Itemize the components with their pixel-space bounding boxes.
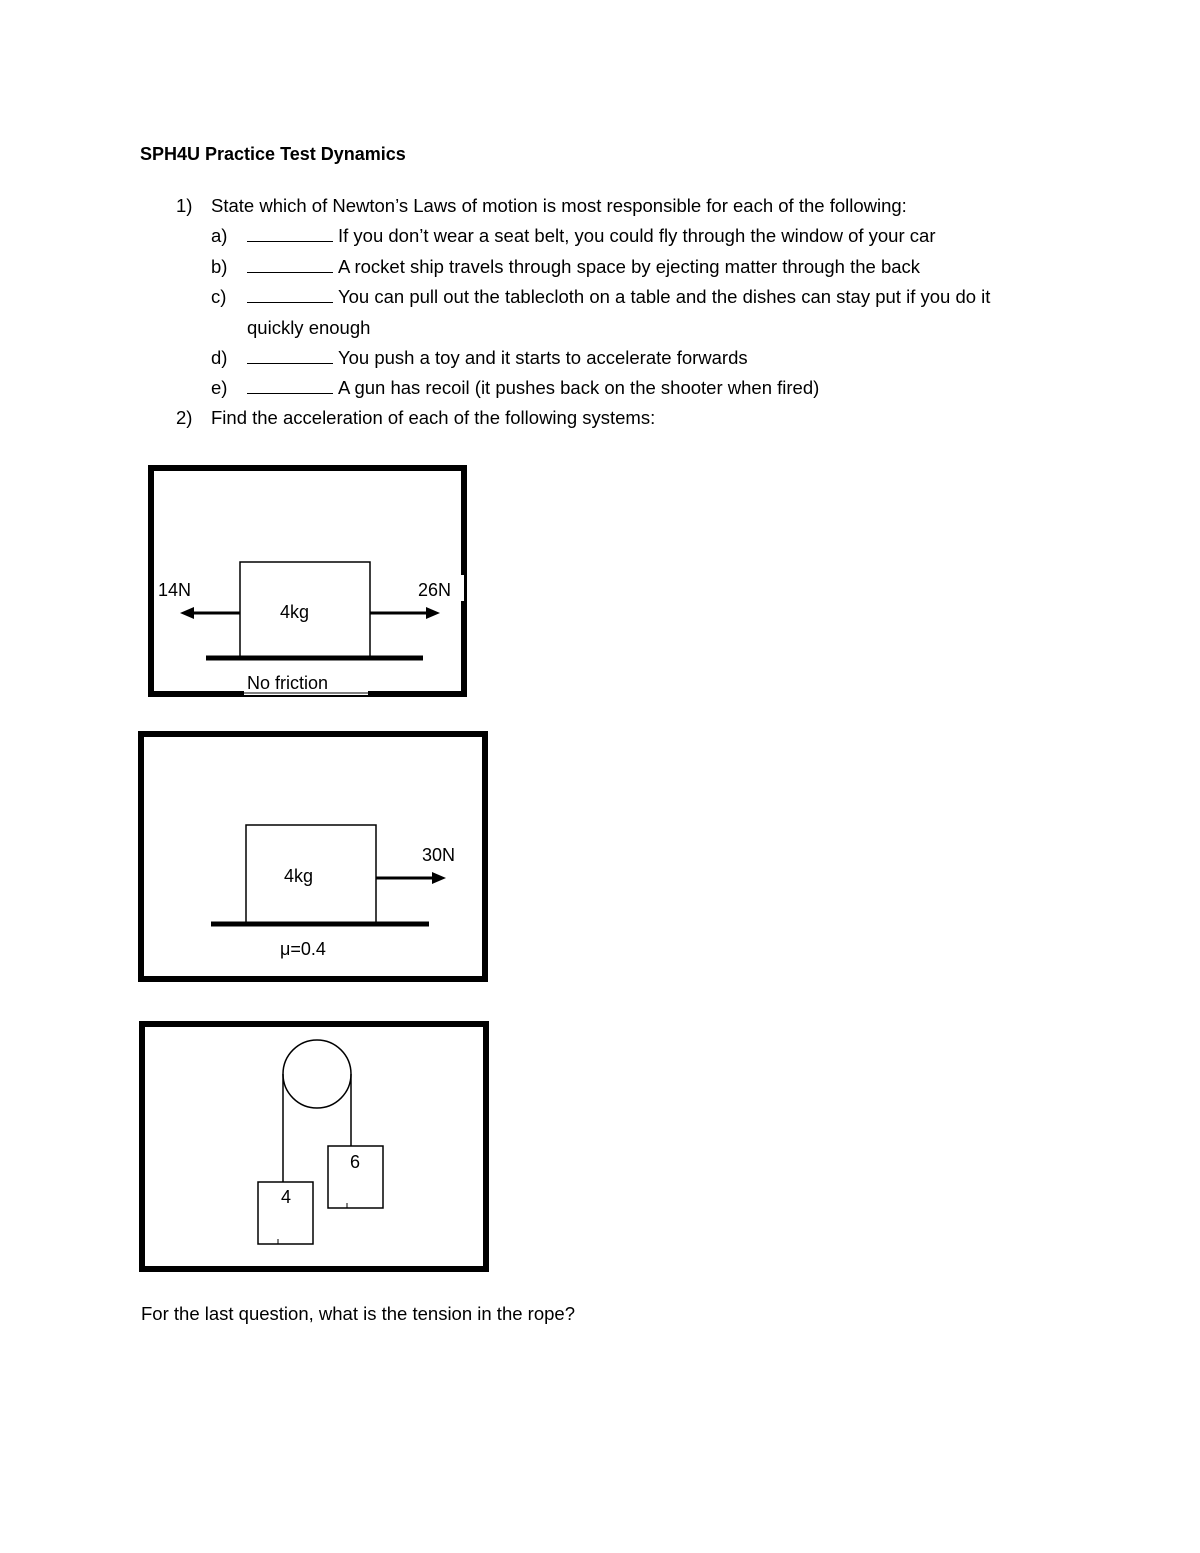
final-question: For the last question, what is the tension in the rope?	[141, 1303, 575, 1324]
mass-right-label: 6	[350, 1152, 361, 1172]
q1-item-b	[247, 256, 920, 278]
mass-label: 4kg	[284, 866, 314, 886]
q1-item-a-letter: a)	[211, 225, 228, 246]
diagram-friction-block	[138, 731, 490, 985]
friction-coefficient-label: μ=0.4	[280, 939, 326, 959]
answer-blank[interactable]	[247, 256, 333, 273]
q1-item-e-letter: e)	[211, 377, 228, 398]
mass-left-label: 4	[281, 1187, 292, 1207]
q1-item-a	[247, 225, 935, 247]
q1-item-d	[247, 347, 748, 369]
force-label: 30N	[422, 845, 456, 865]
answer-blank[interactable]	[247, 225, 333, 242]
right-force-arrowhead	[426, 607, 440, 619]
answer-blank[interactable]	[247, 377, 333, 394]
q1-item-a-text: If you don’t wear a seat belt, you could fly through the window of your car	[338, 225, 936, 246]
diagram-pulley-system	[139, 1021, 491, 1275]
q1-item-d-letter: d)	[211, 347, 228, 368]
q1-item-c-continuation: quickly enough	[247, 317, 371, 338]
answer-blank[interactable]	[247, 286, 333, 303]
question-2-number: 2)	[176, 407, 193, 428]
question-1-number: 1)	[176, 195, 193, 216]
answer-blank[interactable]	[247, 347, 333, 364]
question-2-text: Find the acceleration of each of the following systems:	[211, 407, 656, 428]
q1-item-b-letter: b)	[211, 256, 228, 277]
diagram-frictionless-block	[148, 465, 470, 699]
question-1-text: State which of Newton’s Laws of motion is most responsible for each of the following:	[211, 195, 907, 216]
q1-item-d-text: You push a toy and it starts to accelerate forwards	[338, 347, 748, 368]
force-arrowhead	[432, 872, 446, 884]
left-force-arrowhead	[180, 607, 194, 619]
q1-item-c-text: You can pull out the tablecloth on a table and the dishes can stay put if you do it	[338, 286, 991, 307]
q1-item-c-letter: c)	[211, 286, 227, 307]
left-force-label: 14N	[158, 580, 192, 600]
surface-label: No friction	[247, 673, 329, 693]
page-title: SPH4U Practice Test Dynamics	[140, 144, 406, 164]
q1-item-e	[247, 377, 819, 399]
q1-item-b-text: A rocket ship travels through space by ejecting matter through the back	[338, 256, 921, 277]
q1-item-c	[247, 286, 990, 308]
pulley-wheel	[283, 1040, 351, 1108]
right-force-label: 26N	[418, 580, 452, 600]
mass-label: 4kg	[280, 602, 310, 622]
q1-item-e-text: A gun has recoil (it pushes back on the shooter when fired)	[338, 377, 820, 398]
